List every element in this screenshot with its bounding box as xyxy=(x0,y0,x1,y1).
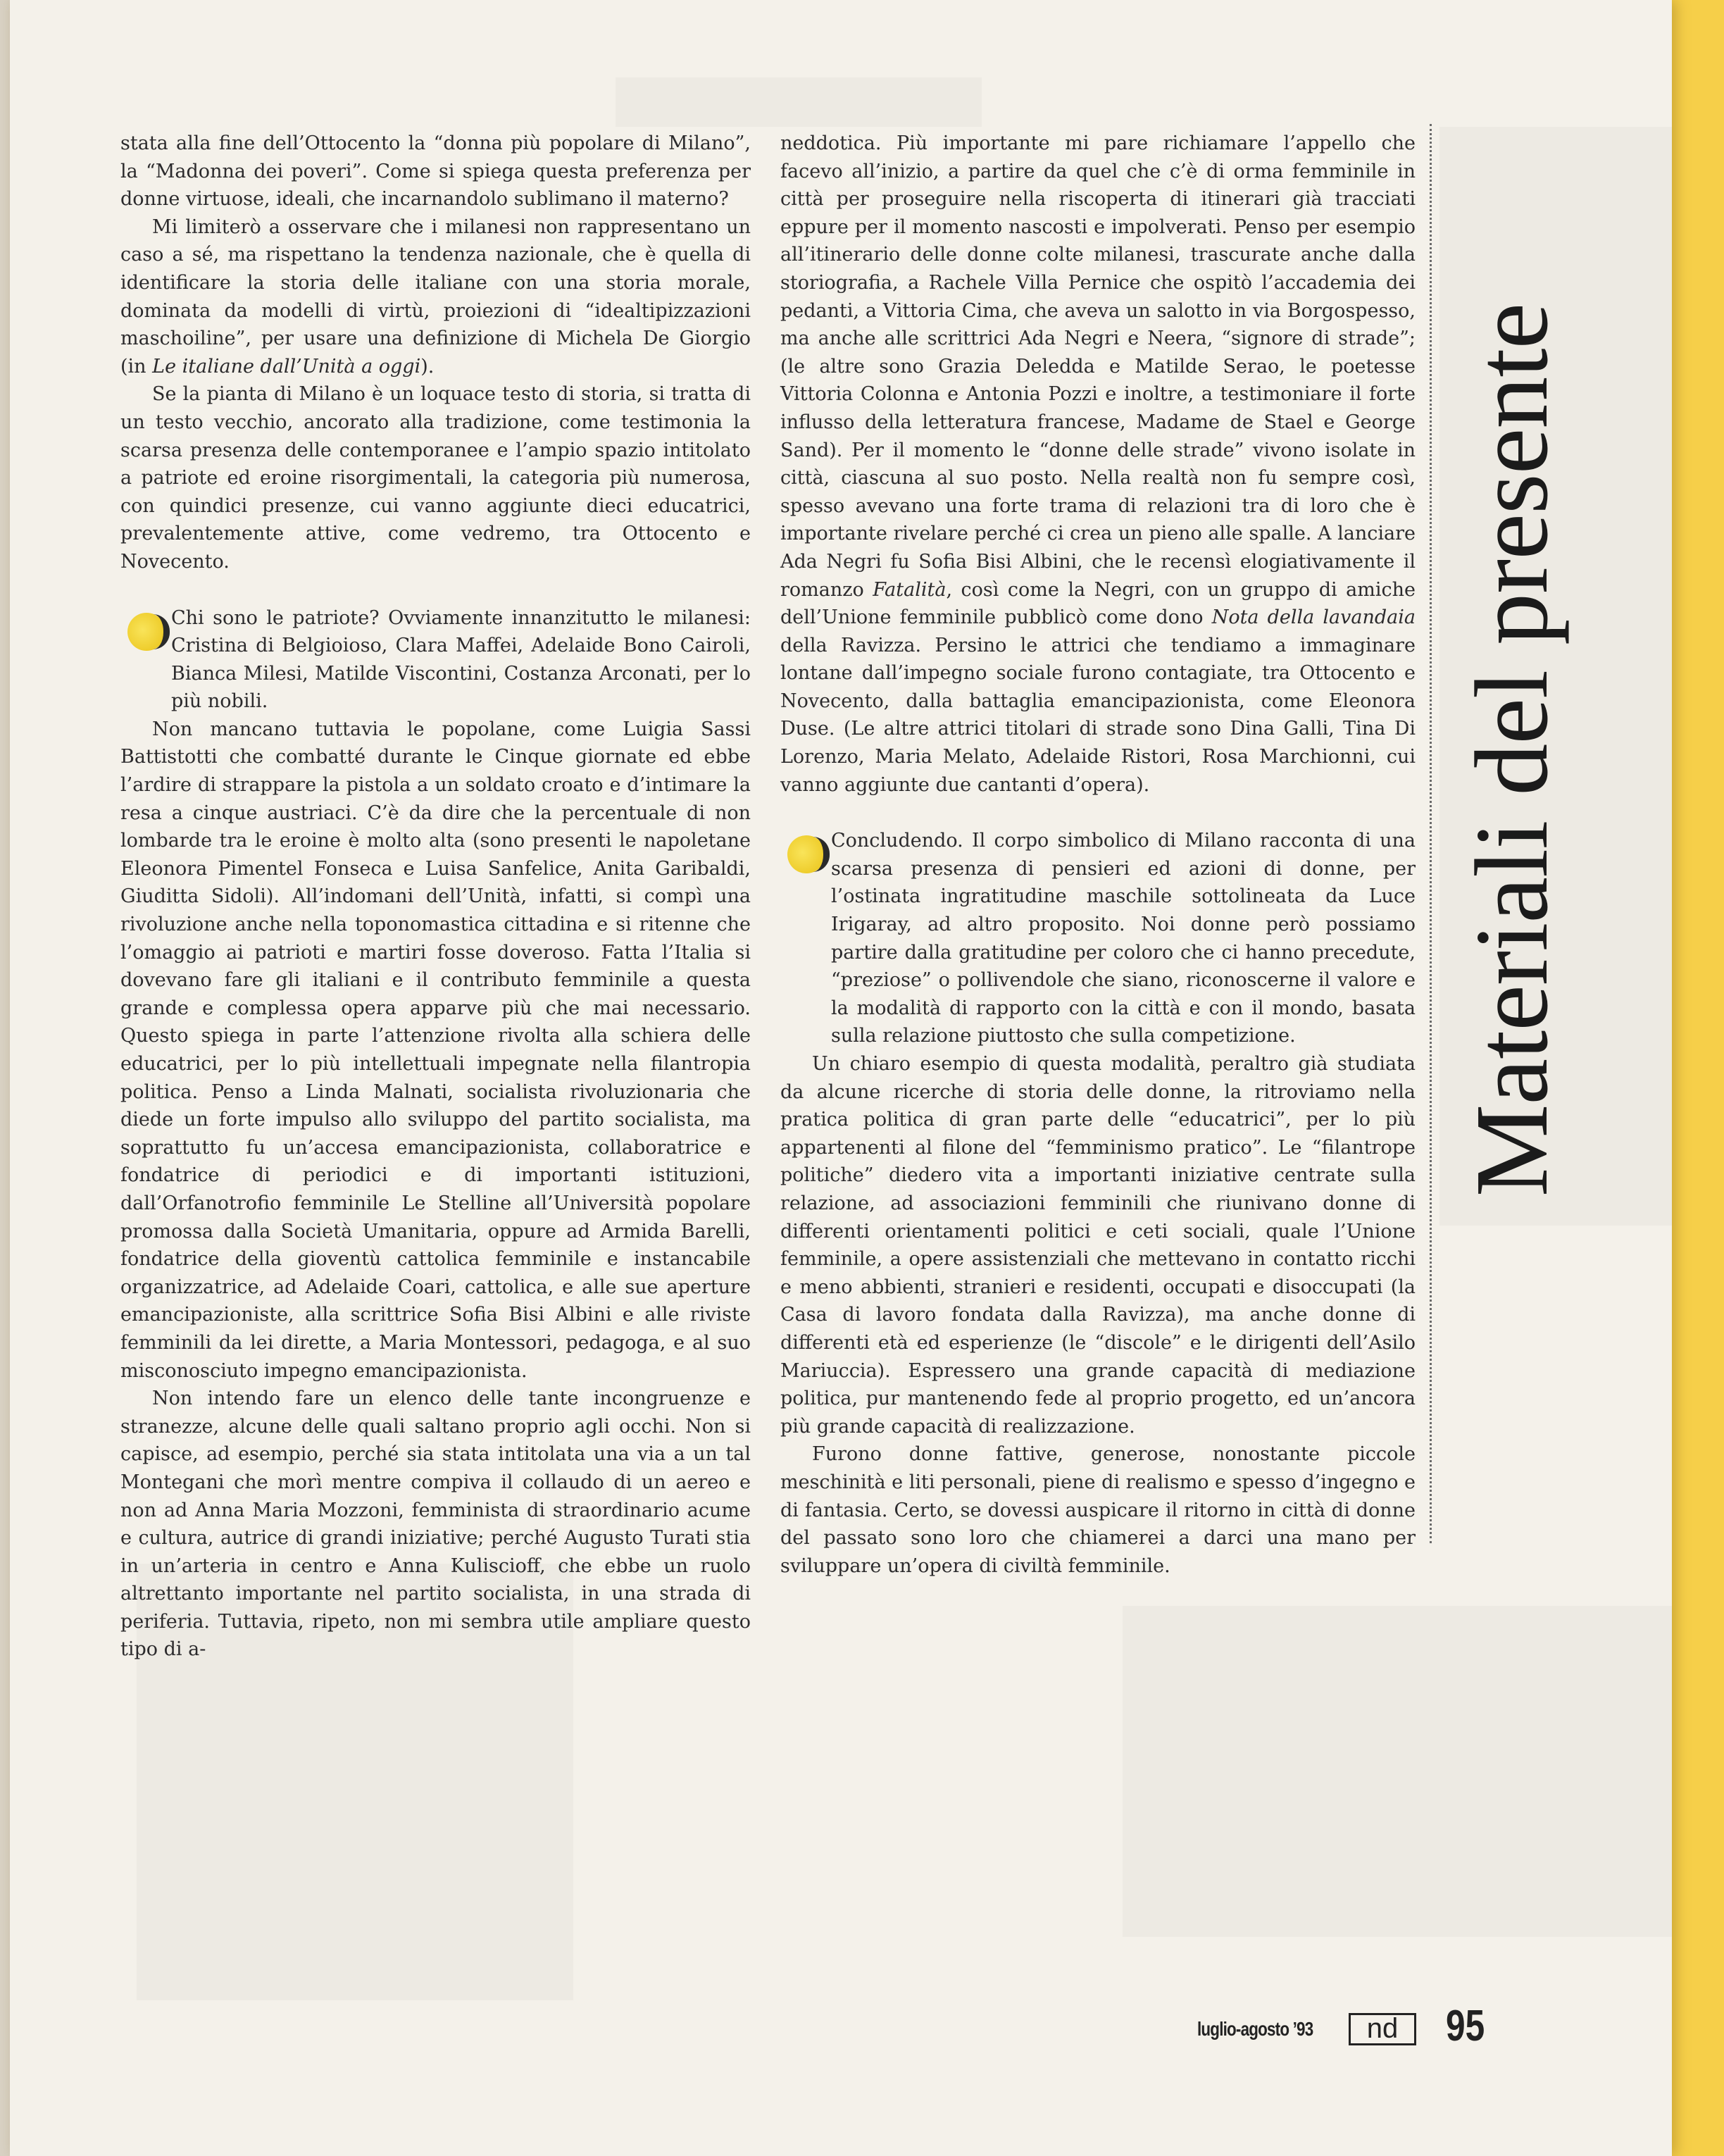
paragraph-section-start xyxy=(780,827,1416,1050)
article-right-column xyxy=(780,130,1416,1580)
section-marker-icon xyxy=(127,613,165,651)
paragraph-text: ). xyxy=(420,355,435,378)
paragraph-text: , così come la Negri, con un gruppo di amiche dell’Unione femminile pubblicò come dono xyxy=(780,578,1416,629)
magazine-logo: nd xyxy=(1349,2013,1416,2045)
show-through xyxy=(616,77,982,127)
show-through xyxy=(1123,1606,1672,1937)
article-left-column xyxy=(120,130,751,1664)
paragraph: Se la pianta di Milano è un loquace testo di storia, si tratta di un testo vecchio, ancorato alla tradizione, come testimonia la scarsa presenza delle contemporanee e l’ampio spazio intitolato a patriote ed eroine risorgimentali, la categoria più numerosa, con quindici presenze, cui vanno aggiunte dieci educatrici, prevalentemente attive, come vedremo, tra Ottocento e Novecento. xyxy=(120,383,751,573)
paragraph xyxy=(120,213,751,381)
section-title: Materiali del presente xyxy=(1454,303,1570,1197)
paragraph-text: della Ravizza. Persino le attrici che tendiamo a immaginare lontane dall’impegno sociale furono contagiate, tra Ottocento e Novecento, dalla battaglia emancipazionista, come Eleonora Duse. (Le altre attrici titolari di strade sono Dina Galli, Tina Di Lorenzo, Maria Melato, Adelaide Ristori, Rosa Marchionni, cui vanno aggiunte due cantanti d’opera). xyxy=(780,634,1416,796)
paragraph-text: Chi sono le patriote? Ovviamente innanzitutto le milanesi: Cristina di Belgioioso, Clara Maffei, Adelaide Bono Cairoli, Bianca Milesi, Matilde Viscontini, Costanza Arconati, per lo più nobili. xyxy=(171,606,751,713)
paragraph xyxy=(780,130,1416,799)
paragraph-text: Concludendo. Il corpo simbolico di Milano racconta di una scarsa presenza di pensieri ed azioni di donne, per l’ostinata ingratitudine maschile sottolineata da Luce Irigaray, ad altro proposito. Noi donne però possiamo partire dalla gratitudine per coloro che ci hanno precedute, “preziose” o pollivendole che siano, riconoscerne il valore e la modalità di rapporto con la città e con il mondo, basata sulla relazione piuttosto che sulla competizione. xyxy=(831,830,1416,1047)
paragraph: Non mancano tuttavia le popolane, come Luigia Sassi Battistotti che combatté durante le Cinque giornate ed ebbe l’ardire di strappare la pistola a un soldato croato e d’intimare la resa a cinque austriaci. C’è da dire che la percentuale di non lombarde tra le eroine è molto alta (sono presenti le napoletane Eleonora Pimentel Fonseca e Luisa Sanfelice, Anita Garibaldi, Giuditta Sidoli). All’indomani dell’Unità, infatti, si compì una rivoluzione anche nella toponomastica cittadina e si ritenne che l’omaggio ai patrioti e martiri fosse doveroso. Fatta l’Italia si dovevano fare gli italiani e il contributo femminile a questa grande e complessa opera apparve più che mai necessario. Questo spiega in parte l’attenzione rivolta alla schiera delle educatrici, per lo più intellettuali impegnate nella filantropia politica. Penso a Linda Malnati, socialista rivoluzionaria che diede un forte impulso allo sviluppo del partito socialista, ma soprattutto fu un’accesa emancipazionista, collaboratrice e fondatrice di periodici e di importanti istituzioni, dall’Orfanotrofio femminile Le Stelline all’Università popolare promossa dalla Società Umanitaria, oppure ad Armida Barelli, fondatrice della gioventù cattolica femminile e instancabile organizzatrice, ad Adelaide Coari, cattolica, e alle sue aperture emancipazioniste, alla scrittrice Sofia Bisi Albini e alle riviste femminili da lei dirette, a Maria Montessori, pedagoga, e al suo misconosciuto impegno emancipazionista. xyxy=(120,718,751,1382)
paragraph: Furono donne fattive, generose, nonostante piccole meschinità e liti personali, piene di realismo e spesso d’ingegno e di fantasia. Certo, se dovessi auspicare il ritorno in città di donne del passato sono loro che chiamerei a darci una mano per sviluppare un’opera di civiltà femminile. xyxy=(780,1443,1416,1577)
book-title: Le italiane dall’Unità a oggi xyxy=(152,355,421,378)
paragraph: Non intendo fare un elenco delle tante incongruenze e stranezze, alcune delle quali saltano proprio agli occhi. Non si capisce, ad esempio, perché sia stata intitolata una via a un tal Montegani che morì mentre compiva il collaudo di un aereo e non ad Anna Maria Mozzoni, femminista di straordinario acume e cultura, autrice di grandi iniziative; perché Augusto Turati stia in un’arteria in centro e Anna Kuliscioff, che ebbe un ruolo altrettanto importante nel partito socialista, in una strada di periferia. Tuttavia, ripeto, non mi sembra utile ampliare questo tipo di a- xyxy=(120,1388,751,1661)
book-title: Fatalità xyxy=(873,578,947,601)
column-divider xyxy=(1430,124,1432,1543)
paragraph-text: neddotica. Più importante mi pare richiamare l’appello che facevo all’inizio, a partire da quel che c’è di orma femminile in città per proseguire nella riscoperta di itinerari già tracciati eppure per il momento nascosti e impolverati. Penso per esempio all’itinerario delle donne colte milanesi, trascurate anche dalla storiografia, a Rachele Villa Pernice che ospitò l’accademia dei pedanti, a Vittoria Cima, che aveva un salotto in via Borgospesso, ma anche alle scrittrici Ada Negri e Neera, “signore di strade”; (le altre sono Grazia Deledda e Matilde Serao, le poetesse Vittoria Colonna e Antonia Pozzi e inoltre, a testimoniare il forte influsso della letteratura francese, Madame de Stael e George Sand). Per il momento le “donne delle strade” vivono isolate in città, ciascuna al suo posto. Nella realtà non fu sempre così, spesso avevano una forte trama di relazioni tra di loro che è importante rivelare perché ci crea un pieno alle spalle. A lanciare Ada Negri fu Sofia Bisi Albini, che le recensì elogiativamente il romanzo xyxy=(780,132,1416,601)
book-title: Nota della lavandaia xyxy=(1211,606,1416,629)
issue-date: luglio-agosto ’93 xyxy=(1197,2018,1313,2040)
page-edge xyxy=(0,0,10,2156)
paragraph-section-start xyxy=(120,604,751,716)
paragraph-text: Mi limiterò a osservare che i milanesi non rappresentano un caso a sé, ma rispettano la tendenza nazionale, che è quella di identificare la storia delle italiane con una storia morale, dominata da modelli di virtù, proiezioni di “idealtipizzazioni maschoiline”, per usare una definizione di Michela De Giorgio (in xyxy=(120,216,751,378)
section-marker-icon xyxy=(787,835,825,873)
page-number: 95 xyxy=(1446,2002,1485,2050)
paragraph: stata alla fine dell’Ottocento la “donna più popolare di Milano”, la “Madonna dei poveri”. Come si spiega questa preferenza per donne virtuose, ideali, che incarnandolo sublimano il materno? xyxy=(120,132,751,211)
paragraph: Un chiaro esempio di questa modalità, peraltro già studiata da alcune ricerche di storia delle donne, la ritroviamo nella pratica politica di gran parte delle “educatrici”, per lo più appartenenti al filone del “femminismo pratico”. Le “filantrope politiche” diedero vita a importanti iniziative centrate sulla relazione, ad associazioni femminili che riunivano donne di differenti orientamenti politici e ceti sociali, quale l’Unione femminile, a opere assistenziali che mettevano in contatto ricchi e meno abbienti, stranieri e residenti, occupati e disoccupati (la Casa di lavoro fondata dalla Ravizza), ma anche donne di differenti età ed esperienze (le “discole” e le dirigenti dell’Asilo Mariuccia). Espressero una grande capacità di mediazione politica, pur mantenendo fede al proprio progetto, ed un’ancora più grande capacità di realizzazione. xyxy=(780,1053,1416,1438)
